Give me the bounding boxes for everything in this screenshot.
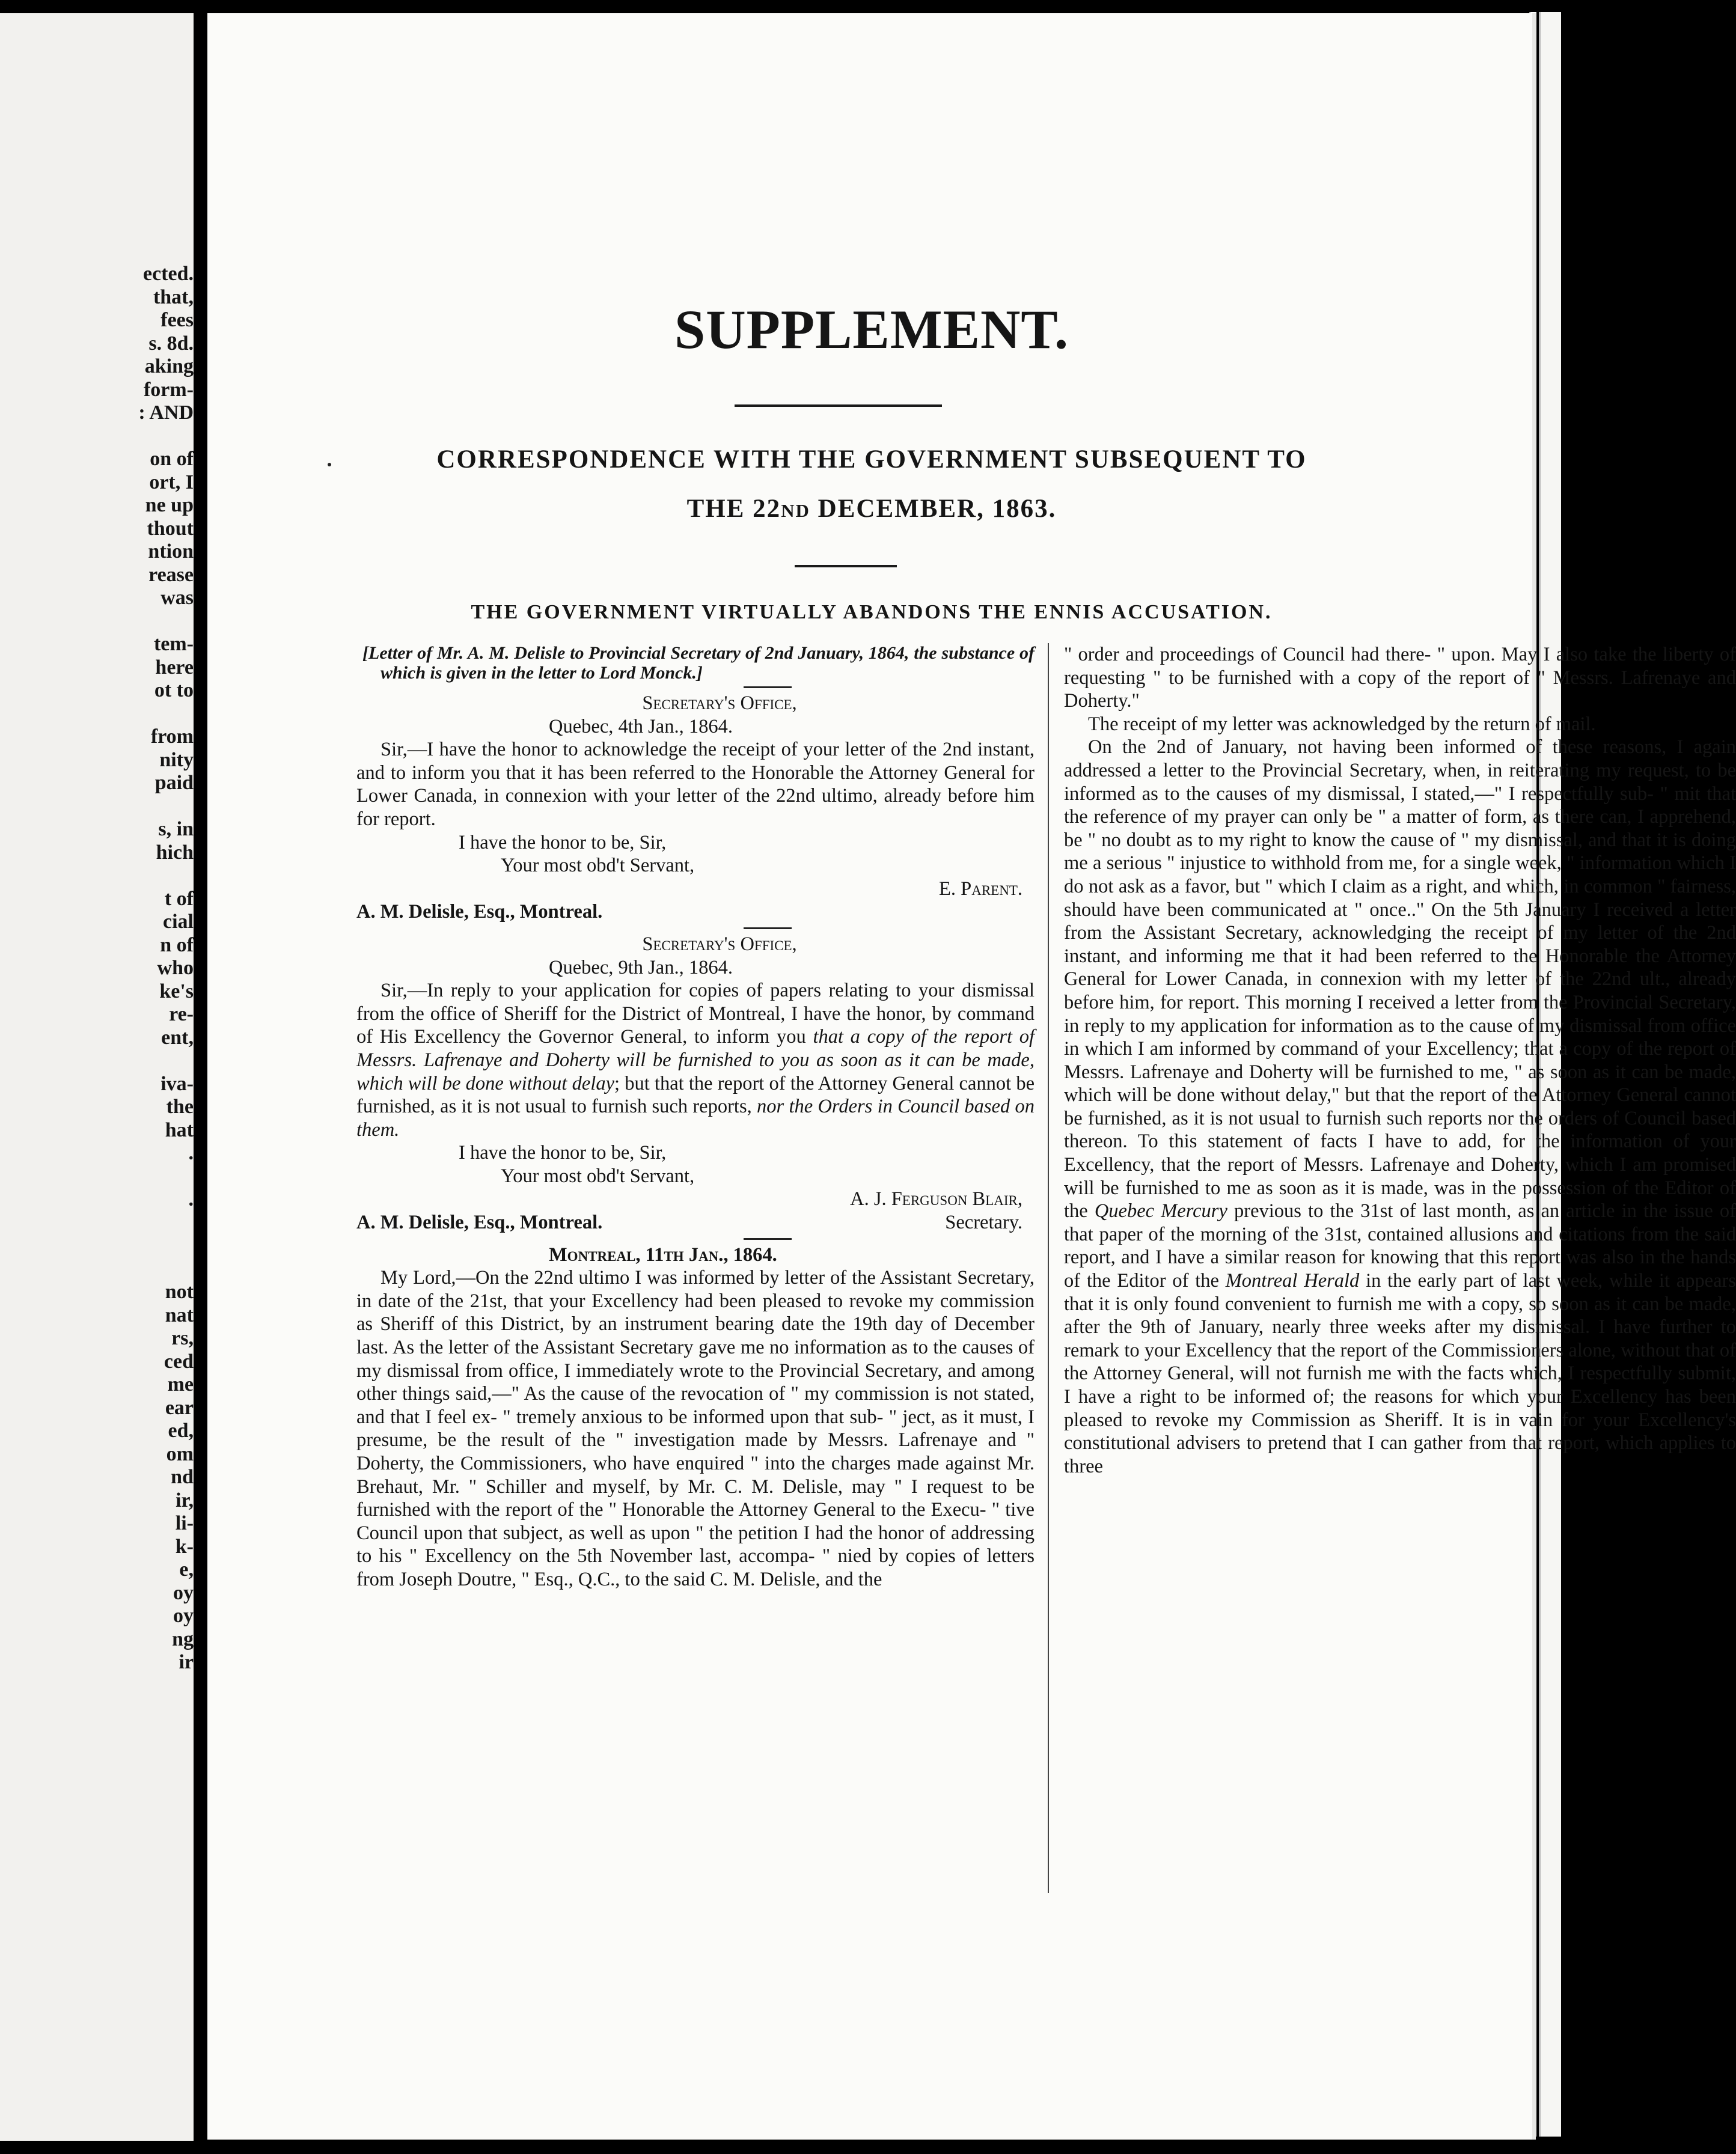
letter2-signature: A. J. Ferguson Blair, [850, 1188, 1022, 1210]
letter2-addressee: A. M. Delisle, Esq., Montreal. [356, 1212, 603, 1234]
separator-rule [744, 927, 792, 929]
right-column [1064, 643, 1736, 1478]
adjacent-page-line: nity [159, 748, 194, 771]
adjacent-page-line [138, 703, 194, 726]
adjacent-page-line: ced [164, 1350, 194, 1373]
adjacent-page-line: nd [171, 1466, 194, 1488]
adjacent-page-line: cial [163, 911, 194, 933]
adjacent-page-line: iva- [160, 1072, 194, 1095]
adjacent-page-line: ng [172, 1628, 194, 1650]
letter2-close-1: I have the honor to be, Sir, [459, 1142, 667, 1164]
document-title: SUPPLEMENT. [674, 299, 1069, 360]
letter1-signature: E. Parent. [939, 877, 1022, 900]
subheading: THE GOVERNMENT VIRTUALLY ABANDONS THE ENNIS ACCUSATION. [471, 601, 1273, 623]
letter2-date: Quebec, 9th Jan., 1864. [549, 956, 733, 978]
adjacent-page-line: ne up [145, 494, 194, 516]
left-column [356, 643, 1035, 1591]
adjacent-page-line: rease [148, 563, 194, 586]
adjacent-page-line: on of [150, 448, 194, 470]
adjacent-page-line: tem- [153, 633, 194, 655]
adjacent-page-line: ear [165, 1396, 194, 1419]
separator-rule [744, 1238, 792, 1240]
adjacent-page-line: oy [173, 1605, 194, 1627]
adjacent-page-line: ent, [161, 1026, 194, 1049]
adjacent-page-line [138, 1049, 194, 1073]
adjacent-page-line: that, [153, 285, 194, 308]
adjacent-page-line: form- [143, 378, 194, 401]
adjacent-page-line: li- [175, 1512, 194, 1534]
adjacent-page-line: hat [165, 1118, 194, 1141]
adjacent-page-line: om [166, 1442, 194, 1465]
letter1-close-2: Your most obd't Servant, [501, 855, 695, 877]
adjacent-page-line: ort, I [149, 471, 194, 493]
adjacent-page-line: hich [156, 841, 194, 864]
adjacent-page-fragment [0, 13, 194, 2141]
adjacent-page-line: paid [154, 772, 194, 794]
adjacent-page-line [138, 1234, 194, 1258]
letter2-close-2: Your most obd't Servant, [501, 1165, 695, 1187]
adjacent-page-line: k- [175, 1535, 194, 1558]
adjacent-page-line: fees [160, 309, 194, 331]
letter1-office: Secretary's Office, [642, 692, 797, 714]
adjacent-page-line: oy [173, 1581, 194, 1604]
adjacent-page-line: ected. [142, 263, 194, 285]
adjacent-page-line: ir [179, 1651, 194, 1673]
adjacent-page-line: rs, [171, 1327, 194, 1349]
letter1-date: Quebec, 4th Jan., 1864. [549, 715, 733, 737]
adjacent-page-line: . [188, 1142, 194, 1164]
adjacent-page-line: ke's [159, 980, 194, 1002]
separator-rule [744, 686, 792, 688]
letter3-body-right-2: The receipt of my letter was acknowledged by the return of mail. [1088, 713, 1596, 735]
adjacent-page-line: me [167, 1373, 194, 1396]
document-page [207, 13, 1736, 2140]
letter2-sign-title: Secretary. [945, 1212, 1022, 1234]
adjacent-page-line: here [155, 656, 194, 679]
adjacent-page-line: was [160, 587, 194, 609]
adjacent-page-line: s, in [158, 818, 194, 840]
title-rule [735, 404, 942, 407]
adjacent-page-line: aking [144, 355, 194, 377]
letter2-body: Sir,—In reply to your application for copies of papers relating to your dismissal from the office of Sheriff for the District of Montreal, I have the honor, by command of His Excellency the Governor General, to inform you that a copy of the report of Messrs. Lafrenaye and Doherty will be furnished to you as soon as it can be made, which will be done without delay; but that the report of the Attorney General cannot be furnished, as it is not usual to furnish such reports, nor the Orders in Council based on them. [356, 980, 1035, 1141]
letter1-close-1: I have the honor to be, Sir, [459, 831, 667, 853]
column-divider [1048, 643, 1049, 1893]
adjacent-page-line [138, 1165, 194, 1189]
adjacent-page-line [138, 1258, 194, 1281]
adjacent-page-line: t of [164, 887, 194, 910]
adjacent-page-line: : AND [138, 401, 194, 424]
adjacent-page-line [138, 425, 194, 448]
letter2-footer [356, 1211, 1035, 1234]
adjacent-page-line: ntion [148, 540, 194, 563]
heading-rule [795, 565, 897, 567]
adjacent-page-line [138, 864, 194, 888]
adjacent-page-line: n of [160, 933, 194, 956]
section-heading-line-2: THE 22ND DECEMBER, 1863. [686, 495, 1057, 523]
adjacent-page-line: ot to [154, 679, 194, 701]
adjacent-page-line: nat [165, 1304, 194, 1326]
letter1-addressee: A. M. Delisle, Esq., Montreal. [356, 901, 603, 923]
letter3-body-left: My Lord,—On the 22nd ultimo I was informed by letter of the Assistant Secretary, in date of the 21st, that your Excellency had been pleased to revoke my commission as Sheriff of this District, by an instrument bearing date the 19th day of December last. As the letter of the Assistant Secretary gave me no information as to the causes of my dismissal from office, I immediately wrote to the Provincial Secretary, and among other things said,—" As the cause of the revocation of " my commission is not stated, and that I feel ex- " tremely anxious to be informed upon that sub- " ject, as it must, I presume, be the result of the " investigation made by Messrs. Lafrenaye and " Doherty, the Commissioners, who have enquired " into the charges made against Mr. Brehaut, Mr. " Schiller and myself, by Mr. C. M. Delisle, may " I request to be furnished with the report of the " Honorable the Attorney General to the Execu- " tive Council upon that subject, as well as upon " the petition I had the honor of addressing to his " Excellency on the 5th November last, accompa- " nied by copies of letters from Joseph Doutre, " Esq., Q.C., to the said C. M. Delisle, and the [356, 1267, 1035, 1590]
adjacent-page-line: the [166, 1096, 194, 1118]
adjacent-page-line: ir, [176, 1489, 194, 1512]
letter3-date: Montreal, 11th Jan., 1864. [549, 1243, 777, 1266]
section-heading-line-1: CORRESPONDENCE WITH THE GOVERNMENT SUBSEQUENT TO [436, 445, 1307, 474]
letter3-body-right-1: " order and proceedings of Council had there- " upon. May I also take the liberty of requesting " to be furnished with a copy of the report of " Messrs. Lafrenaye and Doherty." [1064, 644, 1736, 712]
adjacent-page-line: e, [179, 1558, 194, 1581]
adjacent-page-text [138, 263, 194, 1674]
adjacent-page-line [138, 795, 194, 819]
adjacent-page-line: not [165, 1281, 194, 1303]
letter2-office: Secretary's Office, [642, 933, 797, 955]
letter3-body-right-3: On the 2nd of January, not having been informed of these reasons, I again addressed a letter to the Provincial Secretary, when, in reiterating my request, to be informed as to the causes of my dismissal, I stated,—" I respectfully sub- " mit that the reference of my prayer can only be " a matter of form, as there can, I apprehend, be " no doubt as to my right to know the cause of " my dismissal, and that it is doing me a serious " injustice to withhold from me, for a single week, " information which I do not ask as a favor, but " which I claim as a right, and which, in common " fairness, should have been communicated at " once.." On the 5th January I received a letter from the Assistant Secretary, acknowledging the receipt of my letter of the 2nd instant, and informing me that it had been referred to the Honorable the Attorney General for Lower Canada, in connexion with my letter of the 22nd ult., already before him, for report. This morning I received a letter from the Provincial Secretary, in reply to my application for information as to the cause of my dismissal from office in which I am informed by command of your Excellency; that a copy of the report of Messrs. Lafrenaye and Doherty will be furnished to me, " as soon as it can be made, which will be done without delay," but that the report of the Attorney General cannot be furnished, as it is not usual to furnish such reports nor the orders of Council based thereon. To this statement of facts I have to add, for the information of your Excellency, that the report of Messrs. Lafrenaye and Doherty, which I am promised will be furnished to me as soon as it is made, was in the possession of the Editor of the Quebec Mercury previous to the 31st of last month, as an article in the issue of that paper of the morning of the 31st, contained allusions and citations from the said report, and I have a similar reason for knowing that this report was also in the hands of the Editor of the Montreal Herald in the early part of last week, while it appears that it is only found convenient to furnish me with a copy, so soon as it can be made, after the 9th of January, nearly three weeks after my dismissal. I have further to remark to your Excellency that the report of the Commissioners alone, without that of the Attorney General, will not furnish me with the facts which, I respectfully submit, I have a right to be informed of; the reasons for which your Excellency has been pleased to revoke my Commission as Sheriff. It is in vain for your Excellency's constitutional advisers to pretend that I can gather from that report, which applies to three [1064, 736, 1736, 1477]
adjacent-page-line: ed, [168, 1420, 194, 1442]
adjacent-page-line: s. 8d. [148, 332, 194, 355]
adjacent-page-line: who [157, 957, 194, 979]
adjacent-page-line: thout [147, 517, 194, 540]
adjacent-page-line [138, 1212, 194, 1235]
intro-note: [Letter of Mr. A. M. Delisle to Provincial Secretary of 2nd January, 1864, the substance of which is given in the letter to Lord Monck.] [362, 643, 1035, 683]
adjacent-page-line: re- [169, 1003, 194, 1025]
adjacent-page-line: . [188, 1188, 194, 1210]
letter1-body: Sir,—I have the honor to acknowledge the receipt of your letter of the 2nd instant, and to inform you that it has been referred to the Honorable the Attorney General for Lower Canada, in connexion with your letter of the 22nd ultimo, already before him for report. [356, 739, 1035, 830]
adjacent-page-line [138, 610, 194, 633]
adjacent-page-line: from [150, 725, 194, 748]
